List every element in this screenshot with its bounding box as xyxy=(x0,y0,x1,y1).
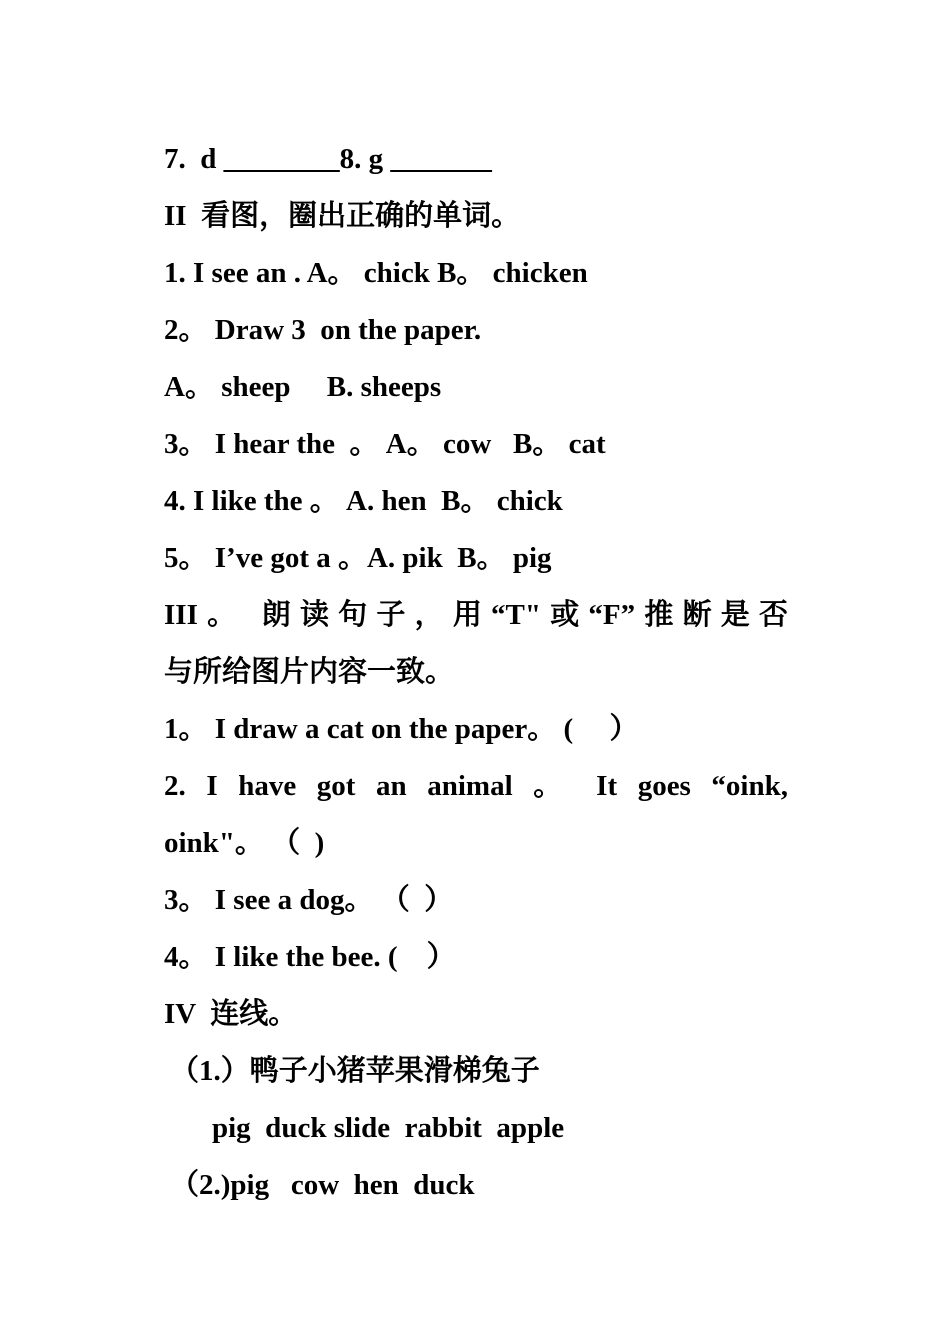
section-iii-q4: 4。 I like the bee. ( ） xyxy=(164,941,456,973)
worksheet-body xyxy=(164,131,788,1214)
section-ii-q4: 4. I like the 。 A. hen B。 chick xyxy=(164,485,563,517)
section-iv-part1-english: pig duck slide rabbit apple xyxy=(212,1112,565,1144)
section-iii-q1: 1。 I draw a cat on the paper。 ( ） xyxy=(164,713,639,745)
section-iv-part2: （2.)pig cow hen duck xyxy=(170,1169,475,1201)
section-ii-heading: II 看图，圈出正确的单词。 xyxy=(164,200,521,232)
section-ii-q5: 5。 I’ve got a 。A. pik B。 pig xyxy=(164,542,552,574)
section-iv-part1-chinese: （1.）鸭子小猪苹果滑梯兔子 xyxy=(170,1055,540,1087)
section-iii-q2: 2. I have got an animal 。 It goes “oink, xyxy=(164,770,788,802)
line-7-8-fill-blank: 7. d ________8. g _______ xyxy=(164,143,492,175)
section-ii-q3: 3。 I hear the 。 A。 cow B。 cat xyxy=(164,428,606,460)
section-iii-q2-cont: oink"。 （ ) xyxy=(164,827,325,859)
section-iv-heading: IV 连线。 xyxy=(164,998,298,1030)
section-ii-q2: 2。 Draw 3 on the paper. xyxy=(164,314,482,346)
section-iii-q3: 3。 I see a dog。 （ ） xyxy=(164,884,454,916)
section-ii-q1: 1. I see an . A。 chick B。 chicken xyxy=(164,257,588,289)
section-ii-q2-options: A。 sheep B. sheeps xyxy=(164,371,442,403)
section-iii-heading-cont: 与所给图片内容一致。 xyxy=(164,656,455,688)
section-iii-heading: III。 朗读句子，用“T"或“F”推断是否 xyxy=(164,599,788,631)
